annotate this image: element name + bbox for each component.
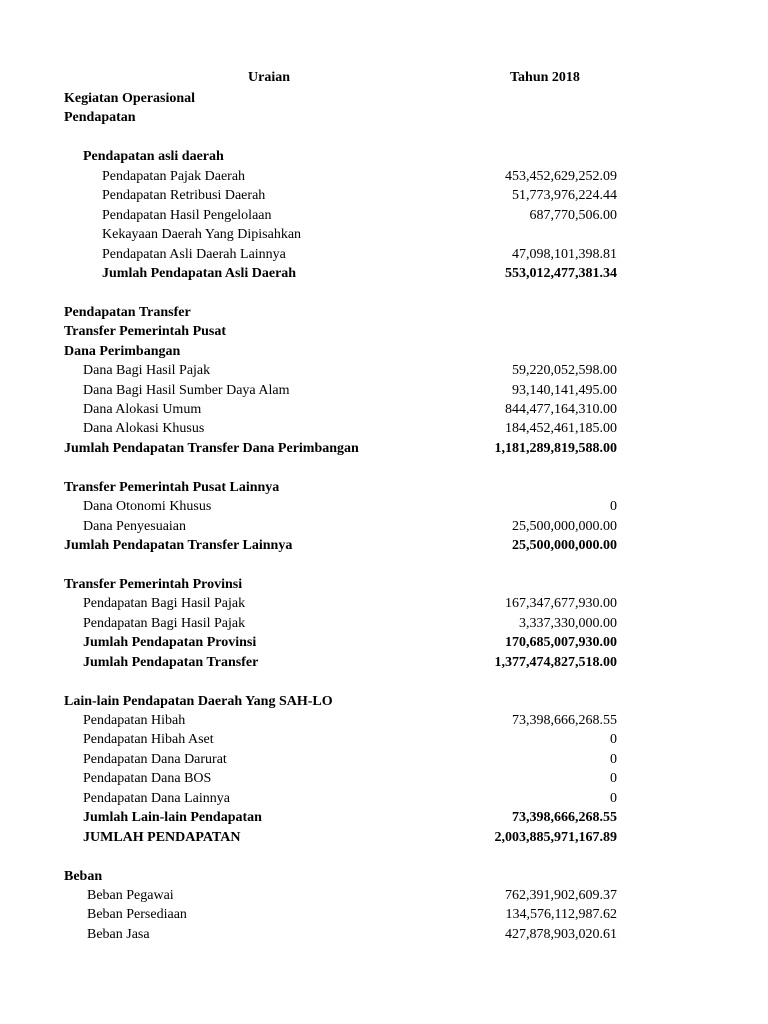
table-row xyxy=(0,633,768,652)
row-value: 0 xyxy=(610,732,617,748)
row-value: 427,878,903,020.61 xyxy=(505,926,617,942)
row-label: Kekayaan Daerah Yang Dipisahkan xyxy=(102,227,302,243)
row-label: Jumlah Pendapatan Provinsi xyxy=(83,635,257,651)
table-row xyxy=(0,614,768,633)
column-header-tahun: Tahun 2018 xyxy=(510,70,580,85)
column-header-uraian: Uraian xyxy=(248,70,290,85)
row-value: 453,452,629,252.09 xyxy=(505,168,617,184)
row-label: Kegiatan Operasional xyxy=(64,91,196,106)
row-label: Dana Alokasi Khusus xyxy=(83,421,205,437)
table-row xyxy=(0,342,768,361)
row-label: Beban Pegawai xyxy=(87,887,174,903)
row-label: Dana Alokasi Umum xyxy=(83,402,202,417)
row-label: Pendapatan Bagi Hasil Pajak xyxy=(83,596,246,612)
table-row xyxy=(0,594,768,613)
table-row xyxy=(0,147,768,166)
table-row xyxy=(0,828,768,847)
row-value: 2,003,885,971,167.89 xyxy=(494,829,617,845)
table-row xyxy=(0,925,768,944)
row-label: Transfer Pemerintah Pusat Lainnya xyxy=(64,479,280,495)
table-row xyxy=(0,769,768,788)
table-row xyxy=(0,692,768,711)
table-row xyxy=(0,167,768,186)
table-row xyxy=(0,381,768,400)
row-label: Pendapatan Hasil Pengelolaan xyxy=(102,207,272,223)
table-row xyxy=(0,750,768,769)
table-row xyxy=(0,108,768,127)
row-label: Dana Bagi Hasil Pajak xyxy=(83,363,211,379)
table-row xyxy=(0,439,768,458)
row-label: Pendapatan Hibah Aset xyxy=(83,732,214,748)
row-label: Transfer Pemerintah Pusat xyxy=(64,324,227,340)
row-value: 553,012,477,381.34 xyxy=(505,265,617,281)
row-value: 25,500,000,000.00 xyxy=(512,538,617,554)
row-value: 0 xyxy=(610,751,617,767)
row-label: Pendapatan Transfer xyxy=(64,304,191,320)
table-row xyxy=(0,89,768,108)
row-label: Pendapatan xyxy=(64,110,136,126)
row-label: Pendapatan asli daerah xyxy=(83,149,224,165)
table-row xyxy=(0,322,768,341)
row-label: Pendapatan Asli Daerah Lainnya xyxy=(102,246,286,262)
row-label: Dana Bagi Hasil Sumber Daya Alam xyxy=(83,382,290,398)
row-value: 0 xyxy=(610,771,617,787)
row-label: Dana Penyesuaian xyxy=(83,518,187,534)
row-label: Pendapatan Pajak Daerah xyxy=(102,168,246,184)
table-row xyxy=(0,206,768,225)
row-label: Pendapatan Bagi Hasil Pajak xyxy=(83,615,246,631)
report-table xyxy=(0,89,768,944)
table-row xyxy=(0,789,768,808)
row-value: 170,685,007,930.00 xyxy=(505,635,617,651)
table-row xyxy=(0,497,768,516)
table-row xyxy=(0,867,768,886)
table-row xyxy=(0,847,768,866)
table-row xyxy=(0,128,768,147)
row-label: Jumlah Pendapatan Transfer xyxy=(83,654,259,670)
table-row xyxy=(0,653,768,672)
row-label: Lain-lain Pendapatan Daerah Yang SAH-LO xyxy=(64,693,333,709)
table-row xyxy=(0,478,768,497)
row-value: 47,098,101,398.81 xyxy=(512,246,617,262)
row-value: 184,452,461,185.00 xyxy=(505,421,617,437)
table-row xyxy=(0,517,768,536)
table-row xyxy=(0,245,768,264)
row-label: Beban Jasa xyxy=(87,926,150,942)
row-label: Dana Otonomi Khusus xyxy=(83,499,212,515)
table-row xyxy=(0,400,768,419)
row-value: 844,477,164,310.00 xyxy=(505,402,617,417)
table-row xyxy=(0,458,768,477)
row-label: Beban Persediaan xyxy=(87,907,187,923)
row-value: 687,770,506.00 xyxy=(529,207,617,223)
row-label: Jumlah Pendapatan Asli Daerah xyxy=(102,265,297,281)
row-label: Jumlah Pendapatan Transfer Dana Perimbangan xyxy=(64,440,359,456)
table-row xyxy=(0,575,768,594)
row-value: 25,500,000,000.00 xyxy=(512,518,617,534)
table-row xyxy=(0,711,768,730)
row-value: 73,398,666,268.55 xyxy=(512,713,617,728)
row-label: JUMLAH PENDAPATAN xyxy=(83,829,241,845)
table-row xyxy=(0,283,768,302)
table-row xyxy=(0,672,768,691)
row-label: Jumlah Lain-lain Pendapatan xyxy=(83,810,262,826)
table-row xyxy=(0,536,768,555)
row-label: Pendapatan Hibah xyxy=(83,713,186,728)
row-value: 0 xyxy=(610,790,617,806)
row-value: 51,773,976,224.44 xyxy=(512,188,617,204)
row-value: 134,576,112,987.62 xyxy=(505,907,617,923)
row-label: Pendapatan Dana Darurat xyxy=(83,751,227,767)
table-row xyxy=(0,905,768,924)
row-value: 3,337,330,000.00 xyxy=(519,615,617,631)
row-label: Beban xyxy=(64,868,103,884)
row-value: 73,398,666,268.55 xyxy=(512,810,617,826)
row-value: 1,181,289,819,588.00 xyxy=(494,440,617,456)
table-row xyxy=(0,556,768,575)
row-label: Pendapatan Dana Lainnya xyxy=(83,790,230,806)
row-label: Pendapatan Dana BOS xyxy=(83,771,212,787)
row-label: Pendapatan Retribusi Daerah xyxy=(102,188,266,204)
row-value: 762,391,902,609.37 xyxy=(505,887,617,903)
table-row xyxy=(0,808,768,827)
row-value: 59,220,052,598.00 xyxy=(512,363,617,379)
row-label: Jumlah Pendapatan Transfer Lainnya xyxy=(64,538,293,554)
table-row xyxy=(0,186,768,205)
table-row xyxy=(0,730,768,749)
table-row xyxy=(0,303,768,322)
table-row xyxy=(0,361,768,380)
table-row xyxy=(0,886,768,905)
table-row xyxy=(0,225,768,244)
row-value: 0 xyxy=(610,499,617,515)
row-value: 93,140,141,495.00 xyxy=(512,382,617,398)
row-value: 167,347,677,930.00 xyxy=(505,596,617,612)
table-row xyxy=(0,419,768,438)
row-label: Dana Perimbangan xyxy=(64,343,181,359)
row-value: 1,377,474,827,518.00 xyxy=(494,654,617,670)
table-row xyxy=(0,264,768,283)
row-label: Transfer Pemerintah Provinsi xyxy=(64,576,243,592)
